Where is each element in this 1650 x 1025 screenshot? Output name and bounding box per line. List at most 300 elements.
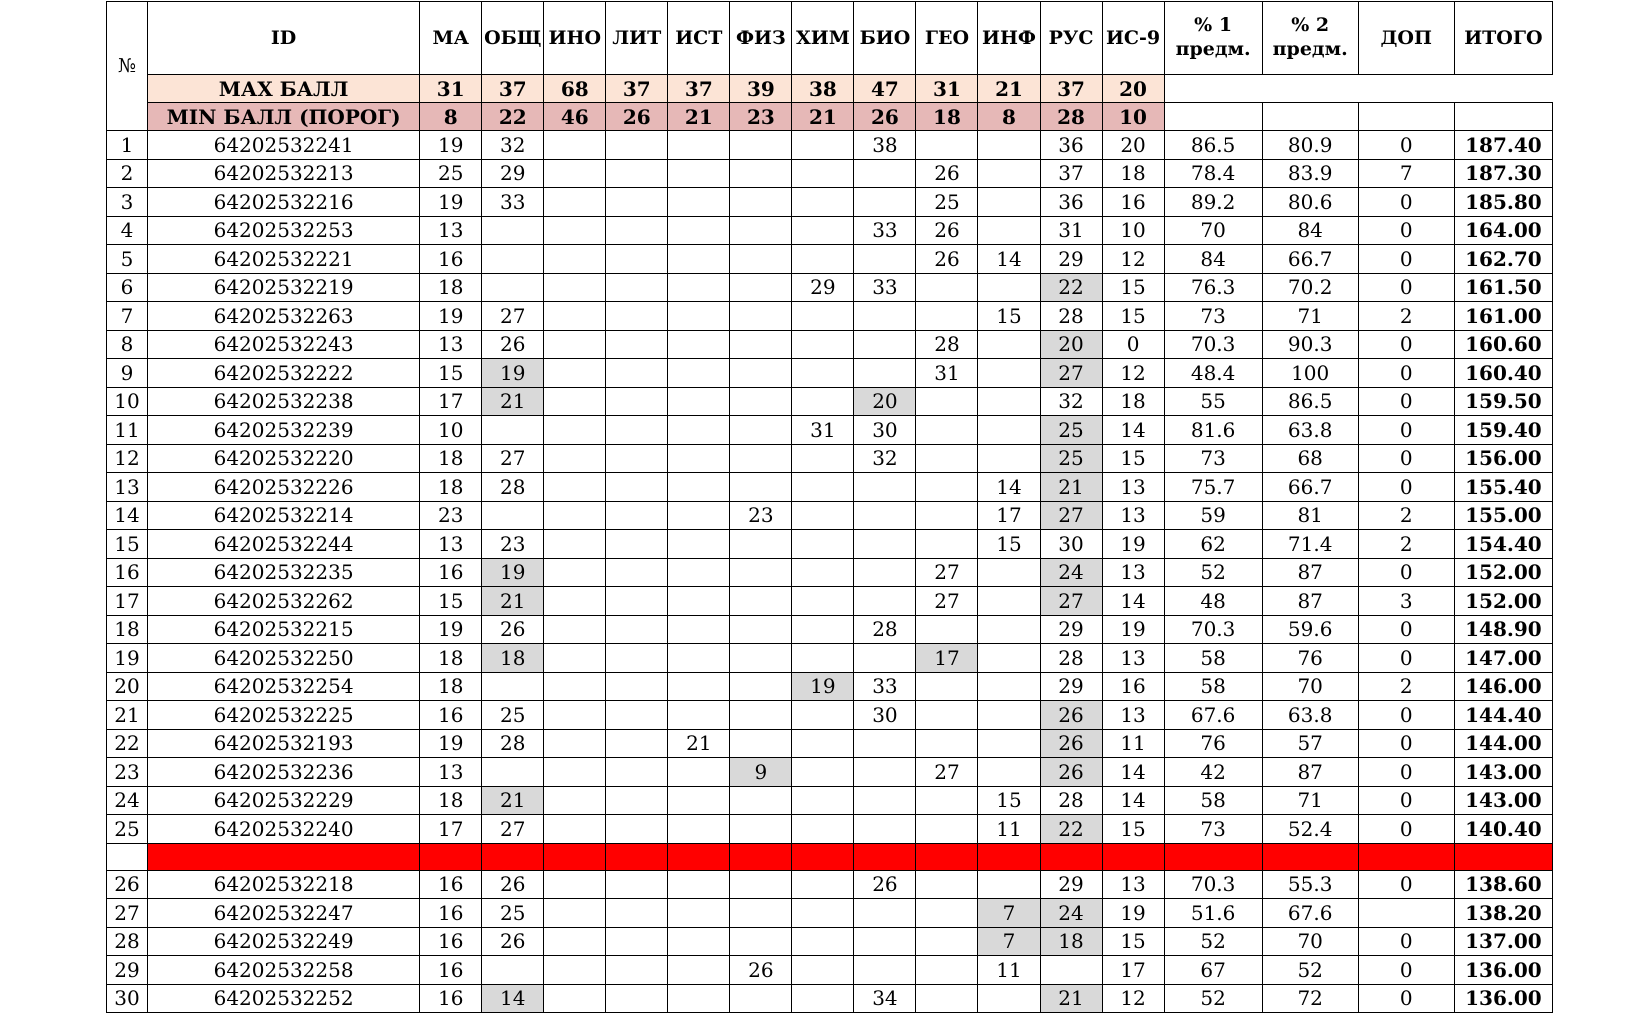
max-score-cell: 31 (916, 75, 978, 103)
cell-ist (668, 701, 730, 730)
cell-fiz (730, 216, 792, 245)
table-row (107, 758, 1553, 787)
cell-id: 64202532214 (148, 501, 420, 530)
cell-inf (978, 159, 1040, 188)
cell-ino (544, 501, 606, 530)
cell-id: 64202532229 (148, 786, 420, 815)
cell-ma: 16 (420, 899, 482, 928)
blank-cell (1454, 103, 1552, 131)
cell-him (792, 701, 854, 730)
cell-ino (544, 927, 606, 956)
cell-ma: 18 (420, 786, 482, 815)
cell-obsh (482, 956, 544, 985)
cell-p2: 52 (1262, 956, 1358, 985)
cell-geo: 31 (916, 359, 978, 388)
cell-obsh: 26 (482, 870, 544, 899)
cell-geo (916, 387, 978, 416)
max-score-cell: 31 (420, 75, 482, 103)
cell-lit (606, 359, 668, 388)
cell-p1: 62 (1164, 530, 1262, 559)
cell-is9: 12 (1102, 984, 1164, 1013)
cell-p2: 87 (1262, 758, 1358, 787)
cell-p1: 70 (1164, 216, 1262, 245)
cell-fiz (730, 188, 792, 217)
cell-ist (668, 587, 730, 616)
cell-him (792, 870, 854, 899)
cell-ist (668, 302, 730, 331)
cell-him (792, 587, 854, 616)
cell-is9: 20 (1102, 131, 1164, 160)
cell-ma: 13 (420, 758, 482, 787)
cell-dop: 0 (1358, 359, 1454, 388)
separator-cell (420, 843, 482, 870)
table-row (107, 956, 1553, 985)
cell-lit (606, 216, 668, 245)
cell-p2: 86.5 (1262, 387, 1358, 416)
cell-fiz: 9 (730, 758, 792, 787)
cell-him (792, 501, 854, 530)
cell-him (792, 786, 854, 815)
cell-ma: 17 (420, 815, 482, 844)
cell-ist (668, 927, 730, 956)
cell-ist (668, 758, 730, 787)
table-row (107, 786, 1553, 815)
cell-lit (606, 159, 668, 188)
cell-bio (854, 758, 916, 787)
cell-him (792, 444, 854, 473)
cell-him (792, 927, 854, 956)
cell-obsh: 14 (482, 984, 544, 1013)
col-header-inf: ИНФ (978, 2, 1040, 75)
cell-inf (978, 870, 1040, 899)
cell-is9: 19 (1102, 530, 1164, 559)
cell-total: 152.00 (1454, 587, 1552, 616)
cell-obsh: 21 (482, 587, 544, 616)
cell-bio (854, 927, 916, 956)
cell-total: 143.00 (1454, 786, 1552, 815)
cell-total: 138.60 (1454, 870, 1552, 899)
cell-fiz (730, 558, 792, 587)
cell-fiz (730, 330, 792, 359)
cell-dop: 0 (1358, 245, 1454, 274)
cell-n: 21 (107, 701, 148, 730)
cell-ma: 16 (420, 956, 482, 985)
min-score-cell: 46 (544, 103, 606, 131)
cell-dop: 0 (1358, 758, 1454, 787)
cell-inf (978, 188, 1040, 217)
cell-obsh (482, 758, 544, 787)
cell-rus: 25 (1040, 444, 1102, 473)
cell-n: 9 (107, 359, 148, 388)
cell-n: 27 (107, 899, 148, 928)
cell-ma: 18 (420, 672, 482, 701)
cell-p1: 58 (1164, 644, 1262, 673)
cell-ma: 18 (420, 273, 482, 302)
cell-lit (606, 729, 668, 758)
cell-rus: 26 (1040, 758, 1102, 787)
separator-cell (916, 843, 978, 870)
table-row (107, 984, 1553, 1013)
cell-ist (668, 273, 730, 302)
cell-fiz (730, 615, 792, 644)
cell-him (792, 473, 854, 502)
cell-id: 64202532250 (148, 644, 420, 673)
cell-rus: 24 (1040, 558, 1102, 587)
min-score-cell: 21 (792, 103, 854, 131)
cell-geo (916, 302, 978, 331)
cell-is9: 14 (1102, 786, 1164, 815)
cell-obsh: 27 (482, 444, 544, 473)
cell-him (792, 984, 854, 1013)
cell-is9: 13 (1102, 870, 1164, 899)
cell-him (792, 729, 854, 758)
cell-n: 3 (107, 188, 148, 217)
cell-inf: 7 (978, 899, 1040, 928)
cell-p2: 71 (1262, 786, 1358, 815)
cell-ist (668, 530, 730, 559)
separator-cell (1262, 843, 1358, 870)
cell-p1: 73 (1164, 444, 1262, 473)
cell-is9: 14 (1102, 416, 1164, 445)
cell-dop: 2 (1358, 672, 1454, 701)
max-score-cell: 37 (606, 75, 668, 103)
cell-ist (668, 501, 730, 530)
cell-p2: 59.6 (1262, 615, 1358, 644)
cell-lit (606, 644, 668, 673)
cell-p2: 66.7 (1262, 473, 1358, 502)
cell-inf: 11 (978, 956, 1040, 985)
cell-p2: 52.4 (1262, 815, 1358, 844)
separator-cell (107, 843, 148, 870)
cell-fiz (730, 416, 792, 445)
cell-bio (854, 644, 916, 673)
cell-id: 64202532243 (148, 330, 420, 359)
table-row (107, 672, 1553, 701)
cell-ino (544, 644, 606, 673)
cell-n: 4 (107, 216, 148, 245)
cell-n: 14 (107, 501, 148, 530)
cell-obsh: 21 (482, 387, 544, 416)
cell-ist (668, 956, 730, 985)
cell-ino (544, 758, 606, 787)
col-header-fiz: ФИЗ (730, 2, 792, 75)
table-row (107, 701, 1553, 730)
cell-dop (1358, 899, 1454, 928)
cell-n: 30 (107, 984, 148, 1013)
cell-total: 143.00 (1454, 758, 1552, 787)
separator-cell (792, 843, 854, 870)
cell-id: 64202532215 (148, 615, 420, 644)
cell-lit (606, 701, 668, 730)
cell-ino (544, 359, 606, 388)
cell-n: 24 (107, 786, 148, 815)
cell-lit (606, 956, 668, 985)
cell-fiz (730, 273, 792, 302)
cell-rus: 36 (1040, 131, 1102, 160)
cell-bio: 38 (854, 131, 916, 160)
cell-p2: 87 (1262, 558, 1358, 587)
table-row (107, 387, 1553, 416)
cell-ino (544, 473, 606, 502)
cell-ino (544, 587, 606, 616)
cell-p1: 75.7 (1164, 473, 1262, 502)
header-row (107, 2, 1553, 75)
cell-n: 28 (107, 927, 148, 956)
cell-inf (978, 758, 1040, 787)
cell-lit (606, 927, 668, 956)
cell-p1: 42 (1164, 758, 1262, 787)
cell-is9: 17 (1102, 956, 1164, 985)
cell-id: 64202532222 (148, 359, 420, 388)
cell-n: 29 (107, 956, 148, 985)
cell-id: 64202532247 (148, 899, 420, 928)
cell-ist (668, 899, 730, 928)
cell-fiz (730, 530, 792, 559)
cell-p2: 84 (1262, 216, 1358, 245)
cell-ino (544, 444, 606, 473)
table-row (107, 615, 1553, 644)
cell-ma: 25 (420, 159, 482, 188)
cell-fiz (730, 927, 792, 956)
table-row (107, 188, 1553, 217)
separator-cell (1454, 843, 1552, 870)
cell-him (792, 815, 854, 844)
separator-cell (1164, 843, 1262, 870)
cell-ist (668, 416, 730, 445)
cell-is9: 15 (1102, 927, 1164, 956)
blank-cell (1262, 103, 1358, 131)
cell-inf (978, 131, 1040, 160)
cell-lit (606, 387, 668, 416)
cell-total: 159.40 (1454, 416, 1552, 445)
scores-table (106, 1, 1553, 1013)
cell-bio (854, 501, 916, 530)
cell-p2: 70 (1262, 672, 1358, 701)
cell-him (792, 131, 854, 160)
cell-ist (668, 558, 730, 587)
cell-him (792, 387, 854, 416)
cell-geo (916, 815, 978, 844)
cell-him (792, 956, 854, 985)
cell-ist (668, 473, 730, 502)
separator-cell (730, 843, 792, 870)
cell-ino (544, 387, 606, 416)
cell-n: 8 (107, 330, 148, 359)
max-score-cell: 20 (1102, 75, 1164, 103)
max-score-label: МАХ БАЛЛ (148, 75, 420, 103)
cell-fiz (730, 870, 792, 899)
cell-p2: 70 (1262, 927, 1358, 956)
cell-geo (916, 701, 978, 730)
col-header-dop: ДОП (1358, 2, 1454, 75)
cell-obsh (482, 672, 544, 701)
cell-obsh: 26 (482, 927, 544, 956)
cell-inf: 7 (978, 927, 1040, 956)
cell-ist (668, 815, 730, 844)
cell-geo: 25 (916, 188, 978, 217)
cell-ino (544, 899, 606, 928)
separator-cell (482, 843, 544, 870)
cell-bio: 34 (854, 984, 916, 1013)
cell-total: 140.40 (1454, 815, 1552, 844)
cell-inf (978, 984, 1040, 1013)
min-score-cell: 26 (854, 103, 916, 131)
cell-ino (544, 956, 606, 985)
cell-him (792, 245, 854, 274)
cell-bio (854, 302, 916, 331)
cell-dop: 0 (1358, 558, 1454, 587)
cell-is9: 15 (1102, 302, 1164, 331)
cell-ma: 19 (420, 188, 482, 217)
cell-obsh: 18 (482, 644, 544, 673)
cell-p2: 80.6 (1262, 188, 1358, 217)
cell-lit (606, 302, 668, 331)
cell-obsh: 27 (482, 815, 544, 844)
cell-dop: 0 (1358, 444, 1454, 473)
cell-p2: 68 (1262, 444, 1358, 473)
cell-ist (668, 444, 730, 473)
col-header-pct1: % 1 предм. (1164, 2, 1262, 75)
cell-bio (854, 815, 916, 844)
cell-inf (978, 359, 1040, 388)
min-score-cell: 23 (730, 103, 792, 131)
table-row (107, 558, 1553, 587)
cell-lit (606, 815, 668, 844)
cell-inf (978, 672, 1040, 701)
cell-geo: 26 (916, 216, 978, 245)
table-row (107, 501, 1553, 530)
cell-geo (916, 501, 978, 530)
cell-is9: 16 (1102, 672, 1164, 701)
results-sheet (106, 1, 1553, 1013)
cell-inf (978, 558, 1040, 587)
cell-ma: 19 (420, 131, 482, 160)
cell-rus: 21 (1040, 984, 1102, 1013)
cell-ino (544, 786, 606, 815)
min-score-cell: 8 (978, 103, 1040, 131)
cell-lit (606, 558, 668, 587)
col-header-number: № (107, 2, 148, 131)
cell-lit (606, 672, 668, 701)
cell-obsh: 23 (482, 530, 544, 559)
cell-n: 1 (107, 131, 148, 160)
cell-total: 137.00 (1454, 927, 1552, 956)
cell-ist: 21 (668, 729, 730, 758)
max-score-cell: 37 (482, 75, 544, 103)
cell-bio: 20 (854, 387, 916, 416)
min-score-cell: 22 (482, 103, 544, 131)
cell-lit (606, 870, 668, 899)
cell-ma: 19 (420, 729, 482, 758)
cell-geo (916, 672, 978, 701)
cell-lit (606, 473, 668, 502)
cell-rus: 28 (1040, 302, 1102, 331)
cell-total: 148.90 (1454, 615, 1552, 644)
cell-bio (854, 159, 916, 188)
cell-lit (606, 899, 668, 928)
table-row (107, 530, 1553, 559)
cell-rus: 37 (1040, 159, 1102, 188)
cell-total: 144.00 (1454, 729, 1552, 758)
cell-is9: 15 (1102, 815, 1164, 844)
cell-lit (606, 330, 668, 359)
cell-p2: 57 (1262, 729, 1358, 758)
cell-ist (668, 359, 730, 388)
table-row (107, 644, 1553, 673)
cell-p1: 67 (1164, 956, 1262, 985)
cell-bio (854, 587, 916, 616)
cell-id: 64202532193 (148, 729, 420, 758)
col-header-ist: ИСТ (668, 2, 730, 75)
cell-dop: 0 (1358, 615, 1454, 644)
col-header-total: ИТОГО (1454, 2, 1552, 75)
cell-p1: 67.6 (1164, 701, 1262, 730)
cell-p2: 70.2 (1262, 273, 1358, 302)
cell-ma: 13 (420, 216, 482, 245)
cell-p1: 48 (1164, 587, 1262, 616)
separator-cell (668, 843, 730, 870)
cell-ino (544, 729, 606, 758)
col-header-rus: РУС (1040, 2, 1102, 75)
cell-total: 152.00 (1454, 558, 1552, 587)
max-score-cell: 68 (544, 75, 606, 103)
cell-id: 64202532236 (148, 758, 420, 787)
min-score-cell: 26 (606, 103, 668, 131)
cell-p2: 63.8 (1262, 416, 1358, 445)
cell-fiz (730, 899, 792, 928)
cell-is9: 14 (1102, 587, 1164, 616)
cell-p1: 86.5 (1164, 131, 1262, 160)
cell-p2: 80.9 (1262, 131, 1358, 160)
table-row (107, 899, 1553, 928)
cell-bio (854, 956, 916, 985)
cell-bio (854, 359, 916, 388)
table-row (107, 159, 1553, 188)
cell-geo (916, 729, 978, 758)
cell-rus: 25 (1040, 416, 1102, 445)
cell-rus: 29 (1040, 245, 1102, 274)
cell-lit (606, 984, 668, 1013)
cell-p1: 52 (1164, 927, 1262, 956)
cell-p2: 100 (1262, 359, 1358, 388)
cell-dop: 0 (1358, 330, 1454, 359)
cell-n: 16 (107, 558, 148, 587)
cell-id: 64202532258 (148, 956, 420, 985)
cell-ma: 15 (420, 359, 482, 388)
cell-dop: 0 (1358, 956, 1454, 985)
cell-inf (978, 416, 1040, 445)
cell-rus: 20 (1040, 330, 1102, 359)
cell-total: 160.40 (1454, 359, 1552, 388)
min-score-row (107, 103, 1553, 131)
cell-n: 26 (107, 870, 148, 899)
cell-id: 64202532249 (148, 927, 420, 956)
cell-is9: 10 (1102, 216, 1164, 245)
table-row (107, 273, 1553, 302)
cell-geo (916, 416, 978, 445)
cell-p1: 73 (1164, 815, 1262, 844)
cell-dop: 0 (1358, 216, 1454, 245)
max-score-cell: 37 (668, 75, 730, 103)
cell-dop: 0 (1358, 387, 1454, 416)
cell-geo: 27 (916, 758, 978, 787)
col-header-pct2: % 2 предм. (1262, 2, 1358, 75)
cell-geo: 26 (916, 245, 978, 274)
cell-fiz (730, 387, 792, 416)
cell-is9: 0 (1102, 330, 1164, 359)
cell-ist (668, 131, 730, 160)
cell-obsh (482, 216, 544, 245)
